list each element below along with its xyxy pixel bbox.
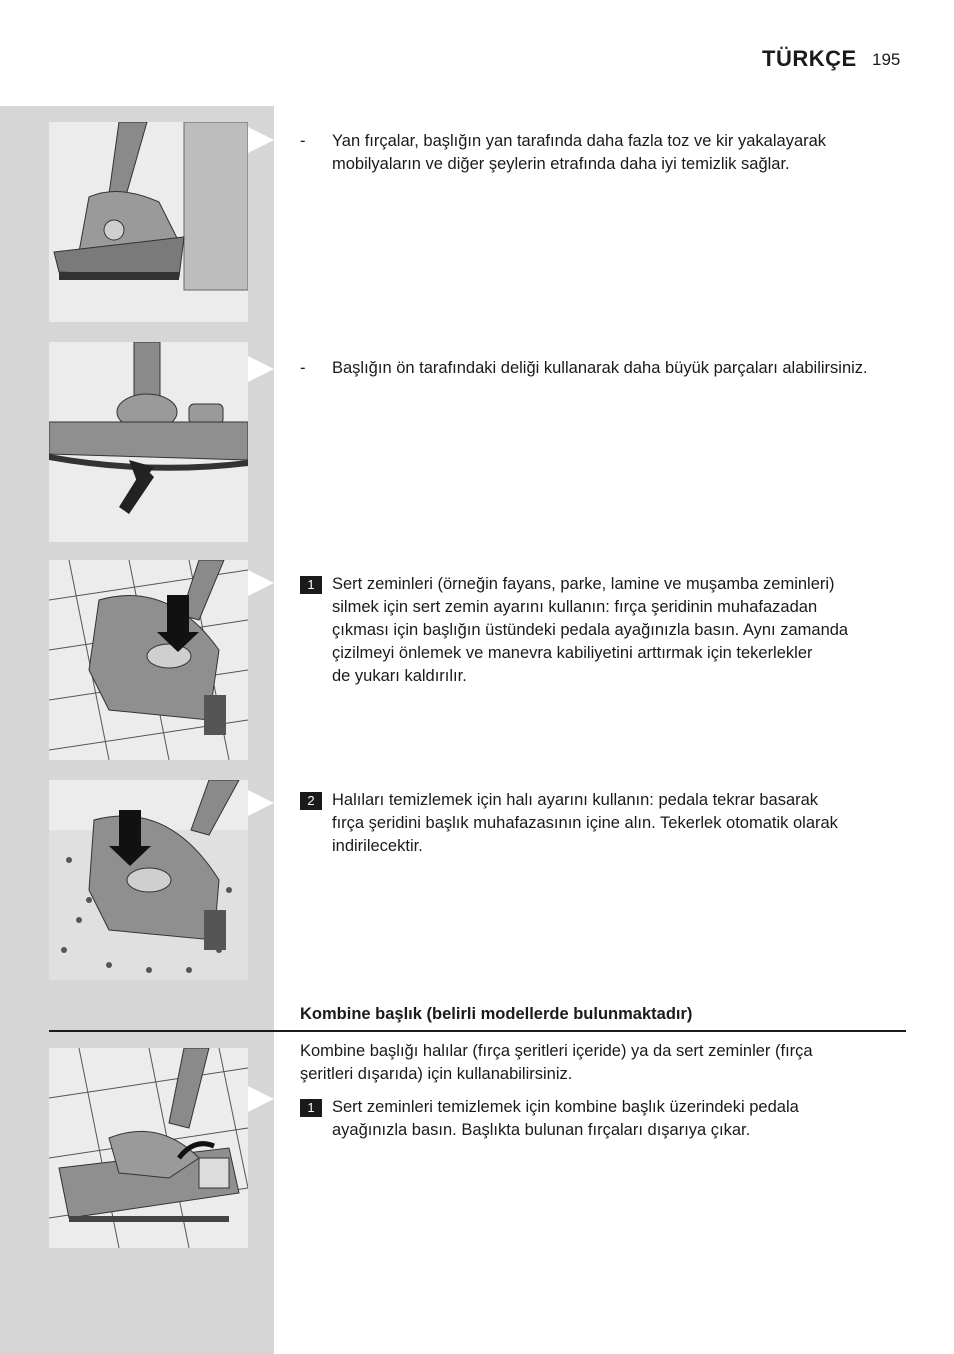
carpet-pedal-illustration-icon	[49, 780, 248, 980]
language-header: TÜRKÇE	[762, 46, 857, 71]
dash-bullet: -	[300, 359, 306, 377]
hard-floor-pedal-illustration-icon	[49, 560, 248, 760]
text-line: şeritleri dışarıda) için kullanabilirsiniz.	[300, 1065, 573, 1083]
text-line: Yan fırçalar, başlığın yan tarafında daha fazla toz ve kir yakalayarak	[332, 132, 827, 150]
step-combi-hard-floor	[300, 1096, 900, 1142]
pointer-notch	[248, 570, 274, 596]
section-intro	[300, 1040, 880, 1086]
pointer-notch	[248, 790, 274, 816]
text-line: indirilecektir.	[332, 837, 423, 855]
text-line: Halıları temizlemek için halı ayarını kullanın: pedala tekrar basarak	[332, 791, 819, 809]
pointer-notch	[248, 356, 274, 382]
bullet-item-side-brushes	[300, 130, 900, 176]
step-number-badge: 1	[300, 1099, 322, 1117]
page-number: 195	[872, 50, 901, 69]
text-line: silmek için sert zemin ayarını kullanın: fırça şeridinin muhafazadan	[332, 598, 818, 616]
front-opening-illustration-icon	[49, 342, 248, 542]
pointer-notch	[248, 1086, 274, 1112]
text-line: mobilyaların ve diğer şeylerin etrafında daha iyi temizlik sağlar.	[332, 155, 790, 173]
step-number-badge: 1	[300, 576, 322, 594]
text-line: Sert zeminleri temizlemek için kombine başlık üzerindeki pedala	[332, 1098, 799, 1116]
text-line: Kombine başlığı halılar (fırça şeritleri içeride) ya da sert zeminler (fırça	[300, 1042, 813, 1060]
step-hard-floor	[300, 573, 900, 688]
text-line: fırça şeridini başlık muhafazasının içine alın. Tekerlek otomatik olarak	[332, 814, 838, 832]
text-line: çıkması için başlığın üstündeki pedala ayağınızla basın. Aynı zamanda	[332, 621, 849, 639]
dash-bullet: -	[300, 132, 306, 150]
step-carpet	[300, 789, 900, 858]
text-line: çizilmeyi önlemek ve manevra kabiliyetini arttırmak için tekerlekler	[332, 644, 813, 662]
text-line: de yukarı kaldırılır.	[332, 667, 467, 685]
step-number-badge: 2	[300, 792, 322, 810]
text-line: Sert zeminleri (örneğin fayans, parke, lamine ve muşamba zeminleri)	[332, 575, 835, 593]
text-line: Başlığın ön tarafındaki deliği kullanarak daha büyük parçaları alabilirsiniz.	[332, 359, 868, 377]
section-divider	[49, 1030, 906, 1032]
section-heading: Kombine başlık (belirli modellerde bulunmaktadır)	[300, 1005, 693, 1023]
side-brush-illustration-icon	[49, 122, 248, 322]
combi-nozzle-illustration-icon	[49, 1048, 248, 1248]
bullet-item-front-opening	[300, 357, 900, 380]
text-line: ayağınızla basın. Başlıkta bulunan fırçaları dışarıya çıkar.	[332, 1121, 751, 1139]
pointer-notch	[248, 127, 274, 153]
